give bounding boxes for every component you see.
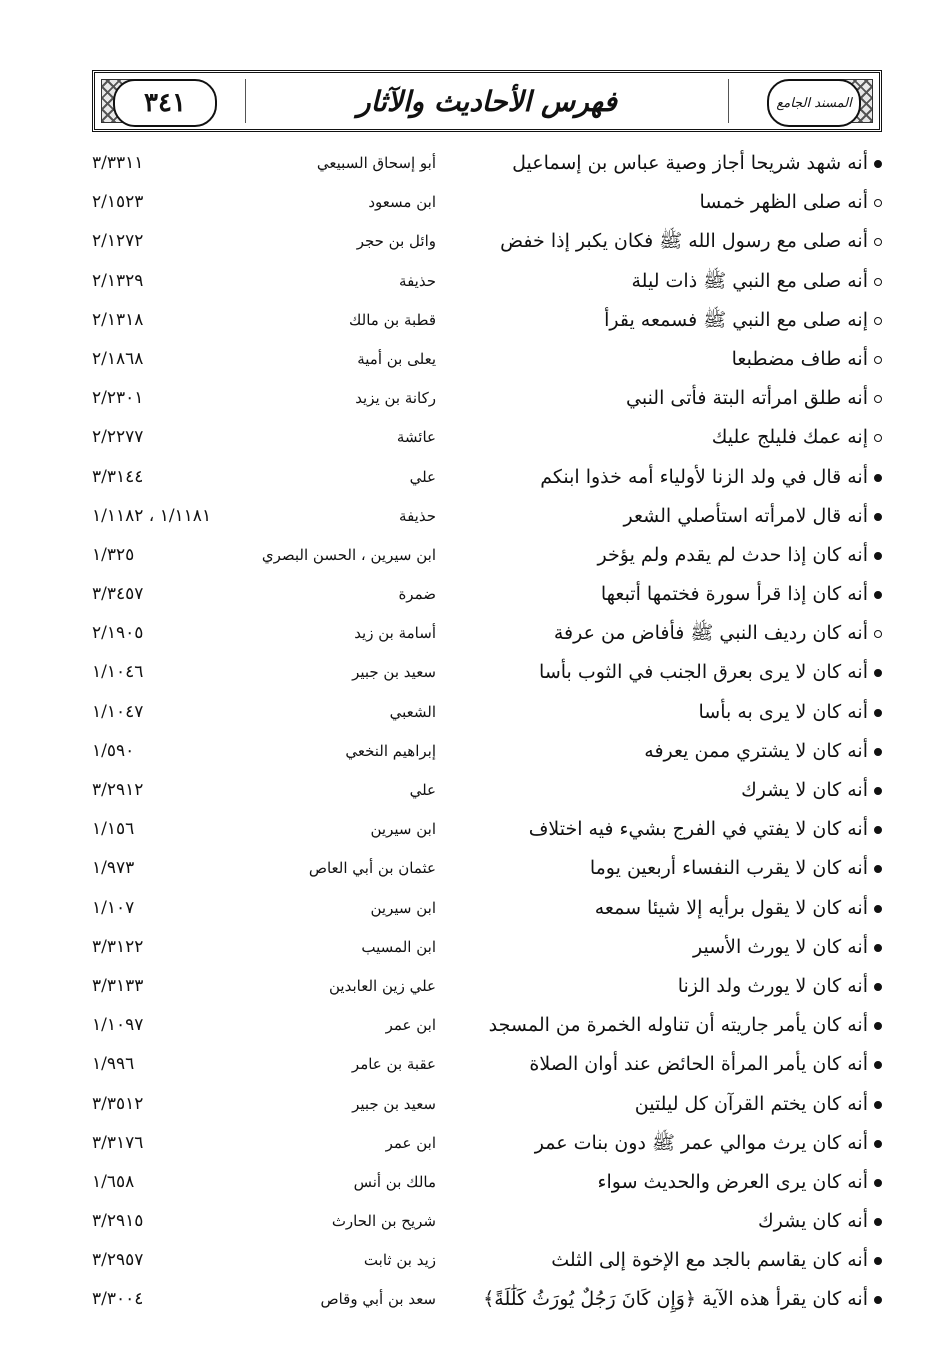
index-entry [92, 1202, 882, 1241]
entry-text-label: أنه طلق امرأته البتة فأتى النبي [626, 387, 868, 410]
entry-narrator: علي [409, 467, 436, 486]
entry-text [462, 1045, 882, 1084]
index-entry [92, 889, 882, 928]
index-entry [92, 1006, 882, 1045]
entry-text [462, 575, 882, 614]
entry-text-label: أنه كان يقاسم بالجد مع الإخوة إلى الثلث [551, 1249, 868, 1272]
entry-text-label: أنه كان يأمر جاريته أن تناوله الخمرة من المسجد [488, 1014, 868, 1037]
entry-text-label: إنه صلى مع النبي ﷺ فسمعه يقرأ [604, 308, 868, 331]
entry-narrator: ابن مسعود [368, 193, 436, 212]
entry-text [462, 1280, 882, 1319]
filled-bullet-icon [874, 905, 882, 913]
filled-bullet-icon [874, 709, 882, 717]
entry-narrator: ابن المسيب [361, 937, 436, 956]
index-entry [92, 144, 882, 183]
entry-narrator: الشعبي [389, 702, 436, 721]
entry-reference: ٢/٢٣٠١ [92, 388, 144, 409]
entry-text-label: أنه كان لا يفتي في الفرج بشيء فيه اختلاف [528, 818, 868, 841]
entry-narrator: ضمرة [398, 585, 436, 604]
entry-narrator: حذيفة [399, 271, 436, 290]
entry-reference: ٣/٢٩٥٧ [92, 1250, 144, 1271]
entry-reference: ١/١٠٩٧ [92, 1015, 144, 1036]
entry-text [462, 536, 882, 575]
hollow-bullet-icon [874, 356, 882, 364]
entry-narrator: عائشة [396, 428, 436, 447]
entry-narrator: علي [409, 781, 436, 799]
entry-reference: ٣/٣١٤٤ [92, 466, 144, 487]
index-entry [92, 222, 882, 261]
index-list [92, 144, 882, 1320]
index-entry [92, 418, 882, 457]
entry-reference: ٣/٣٤٥٧ [92, 584, 144, 605]
hollow-bullet-icon [874, 395, 882, 403]
entry-narrator: زيد بن ثابت [363, 1251, 436, 1270]
filled-bullet-icon [874, 944, 882, 952]
entry-reference: ١/٦٥٨ [92, 1171, 135, 1192]
index-entry [92, 1124, 882, 1163]
filled-bullet-icon [874, 1101, 882, 1109]
index-entry [92, 262, 882, 301]
entry-text [462, 693, 882, 732]
entry-text-label: أنه كان إذا حدث لم يقدم ولم يؤخر [597, 543, 868, 566]
entry-text [462, 614, 882, 653]
entry-text [462, 1241, 882, 1280]
entry-text [462, 262, 882, 301]
index-entry [92, 1280, 882, 1319]
entry-narrator: أسامة بن زيد [354, 624, 436, 643]
page-number: ٣٤١ [113, 79, 217, 127]
entry-text-label: أنه طاف مضطبعا [731, 347, 868, 370]
index-entry [92, 379, 882, 418]
filled-bullet-icon [874, 591, 882, 599]
filled-bullet-icon [874, 787, 882, 795]
entry-narrator: ركانة بن يزيد [355, 389, 436, 408]
seal-logo: المسند الجامع [767, 79, 861, 127]
entry-text-label: أنه كان لا يقول برأيه إلا شيئا سمعه [594, 896, 868, 919]
entry-text-label: أنه كان لا يرى بعرق الجنب في الثوب بأسا [539, 661, 868, 684]
entry-narrator: سعيد بن جبير [352, 663, 436, 682]
entry-reference: ٣/٣٠٠٤ [92, 1289, 144, 1310]
entry-text [462, 1202, 882, 1241]
entry-text-label: أنه شهد شريحا أجاز وصية عباس بن إسماعيل [512, 152, 868, 174]
entry-text [462, 379, 882, 418]
entry-reference: ٢/١٨٦٨ [92, 348, 144, 369]
entry-text-label: أنه صلى مع النبي ﷺ ذات ليلة [631, 269, 868, 292]
entry-narrator: إبراهيم النخعي [345, 741, 436, 760]
entry-text [462, 458, 882, 497]
entry-narrator: أبو إسحاق السبيعي [316, 154, 436, 172]
entry-text [462, 301, 882, 340]
entry-reference: ٣/٣١٧٦ [92, 1132, 144, 1153]
index-entry [92, 693, 882, 732]
entry-reference: ٢/١٢٧٢ [92, 231, 144, 252]
entry-reference: ٣/٣١٣٣ [92, 975, 144, 996]
entry-text [462, 497, 882, 536]
filled-bullet-icon [874, 1179, 882, 1187]
entry-narrator: عثمان بن أبي العاص [308, 859, 436, 878]
index-entry [92, 458, 882, 497]
entry-reference: ١/٣٢٥ [92, 544, 135, 565]
entry-text-label: أنه قال لامرأته استأصلي الشعر [623, 504, 868, 527]
filled-bullet-icon [874, 1140, 882, 1148]
entry-text-label: أنه كان لا يورث ولد الزنا [677, 974, 868, 997]
entry-reference: ١/١٠٤٧ [92, 701, 144, 722]
entry-text-label: أنه كان يقرأ هذه الآية ﴿وَإِن كَانَ رَجُلٌ يُورَثُ كَلَٰلَةً﴾ [483, 1288, 868, 1311]
index-entry [92, 653, 882, 692]
entry-narrator: علي زين العابدين [329, 976, 436, 995]
filled-bullet-icon [874, 748, 882, 756]
entry-reference: ١/١١٨١ ، ١/١١٨٢ [92, 505, 212, 526]
entry-text [462, 771, 882, 810]
filled-bullet-icon [874, 826, 882, 834]
entry-text [462, 810, 882, 849]
entry-reference: ١/٩٩٦ [92, 1054, 135, 1075]
index-entry [92, 536, 882, 575]
entry-text-label: أنه صلى مع رسول الله ﷺ فكان يكبر إذا خفض [500, 230, 868, 253]
entry-text-label: أنه كان لا يقرب النفساء أربعين يوما [589, 857, 868, 880]
hollow-bullet-icon [874, 434, 882, 442]
entry-narrator: ابن سيرين ، الحسن البصري [261, 545, 436, 564]
hollow-bullet-icon [874, 317, 882, 325]
entry-text-label: أنه قال في ولد الزنا لأولياء أمه خذوا ابنكم [540, 465, 868, 488]
entry-text-label: أنه كان لا يشرك [741, 779, 868, 801]
hollow-bullet-icon [874, 630, 882, 638]
entry-text-label: أنه كان يختم القرآن كل ليلتين [634, 1092, 868, 1115]
entry-narrator: ابن سيرين [370, 898, 436, 917]
entry-narrator: ابن عمر [385, 1016, 436, 1035]
entry-text [462, 340, 882, 379]
entry-text [462, 1085, 882, 1124]
index-entry [92, 183, 882, 222]
entry-text [462, 418, 882, 457]
filled-bullet-icon [874, 1022, 882, 1030]
entry-text [462, 653, 882, 692]
entry-reference: ٣/٣٣١١ [92, 153, 144, 173]
entry-narrator: وائل بن حجر [356, 232, 436, 251]
entry-narrator: عقبة بن عامر [351, 1055, 436, 1074]
entry-narrator: ابن عمر [385, 1133, 436, 1152]
filled-bullet-icon [874, 513, 882, 521]
entry-reference: ٢/١٣٢٩ [92, 270, 144, 291]
entry-narrator: سعيد بن جبير [352, 1094, 436, 1113]
filled-bullet-icon [874, 552, 882, 560]
entry-reference: ٣/٢٩١٢ [92, 780, 144, 800]
entry-text [462, 144, 882, 183]
entry-text [462, 928, 882, 967]
title-band [245, 79, 729, 123]
entry-reference: ٣/٢٩١٥ [92, 1211, 144, 1232]
filled-bullet-icon [874, 1061, 882, 1069]
index-entry [92, 771, 882, 810]
hollow-bullet-icon [874, 238, 882, 246]
entry-reference: ٢/٢٢٧٧ [92, 427, 144, 448]
entry-text-label: أنه كان يأمر المرأة الحائض عند أوان الصلاة [529, 1053, 868, 1076]
entry-text [462, 1124, 882, 1163]
entry-reference: ٢/١٣١٨ [92, 309, 144, 330]
filled-bullet-icon [874, 669, 882, 677]
index-entry [92, 1163, 882, 1202]
index-entry [92, 732, 882, 771]
entry-text [462, 1163, 882, 1202]
entry-narrator: سعد بن أبي وقاص [320, 1290, 436, 1309]
filled-bullet-icon [874, 865, 882, 873]
hollow-bullet-icon [874, 278, 882, 286]
filled-bullet-icon [874, 1296, 882, 1304]
entry-reference: ١/٥٩٠ [92, 740, 135, 761]
entry-text-label: أنه كان لا يرى به بأسا [698, 700, 868, 723]
index-entry [92, 1085, 882, 1124]
entry-narrator: ابن سيرين [370, 820, 436, 839]
entry-narrator: قطبة بن مالك [349, 310, 436, 329]
entry-text [462, 889, 882, 928]
index-entry [92, 810, 882, 849]
entry-text-label: أنه كان يشرك [757, 1210, 868, 1233]
index-entry [92, 1241, 882, 1280]
entry-text-label: أنه كان إذا قرأ سورة فختمها أتبعها [600, 583, 868, 606]
index-entry [92, 497, 882, 536]
index-entry [92, 301, 882, 340]
entry-reference: ١/١٠٤٦ [92, 662, 144, 683]
page-header [92, 70, 882, 132]
entry-reference: ١/١٥٦ [92, 819, 135, 840]
entry-narrator: شريح بن الحارث [331, 1212, 436, 1231]
filled-bullet-icon [874, 160, 882, 168]
index-entry [92, 575, 882, 614]
entry-text [462, 183, 882, 222]
entry-reference: ٣/٣١٢٢ [92, 936, 144, 957]
entry-text-label: أنه كان لا يشتري ممن يعرفه [644, 739, 868, 762]
index-entry [92, 849, 882, 888]
entry-reference: ٣/٣٥١٢ [92, 1093, 144, 1114]
entry-text-label: أنه كان يرى العرض والحديث سواء [597, 1170, 868, 1193]
entry-reference: ١/٩٧٣ [92, 858, 135, 879]
entry-narrator: مالك بن أنس [353, 1172, 436, 1191]
index-entry [92, 967, 882, 1006]
filled-bullet-icon [874, 1218, 882, 1226]
hollow-bullet-icon [874, 199, 882, 207]
entry-text [462, 222, 882, 261]
index-entry [92, 928, 882, 967]
entry-text-label: أنه صلى الظهر خمسا [699, 191, 868, 214]
filled-bullet-icon [874, 474, 882, 482]
entry-narrator: حذيفة [399, 506, 436, 525]
index-entry [92, 340, 882, 379]
entry-reference: ٢/١٥٢٣ [92, 192, 144, 213]
entry-text-label: أنه كان رديف النبي ﷺ فأفاض من عرفة [553, 622, 868, 645]
page-title: فهرس الأحاديث والآثار [357, 84, 617, 118]
entry-reference: ٢/١٩٠٥ [92, 623, 144, 644]
filled-bullet-icon [874, 983, 882, 991]
entry-text [462, 732, 882, 771]
index-entry [92, 1045, 882, 1084]
entry-text [462, 967, 882, 1006]
entry-narrator: يعلى بن أمية [357, 349, 436, 368]
filled-bullet-icon [874, 1257, 882, 1265]
entry-text-label: أنه كان لا يورث الأسير [693, 935, 868, 958]
entry-text-label: أنه كان يرث موالي عمر ﷺ دون بنات عمر [534, 1131, 868, 1154]
entry-text-label: إنه عمك فليلج عليك [711, 426, 868, 449]
entry-text [462, 1006, 882, 1045]
entry-reference: ١/١٠٧ [92, 897, 135, 918]
entry-text [462, 849, 882, 888]
index-entry [92, 614, 882, 653]
